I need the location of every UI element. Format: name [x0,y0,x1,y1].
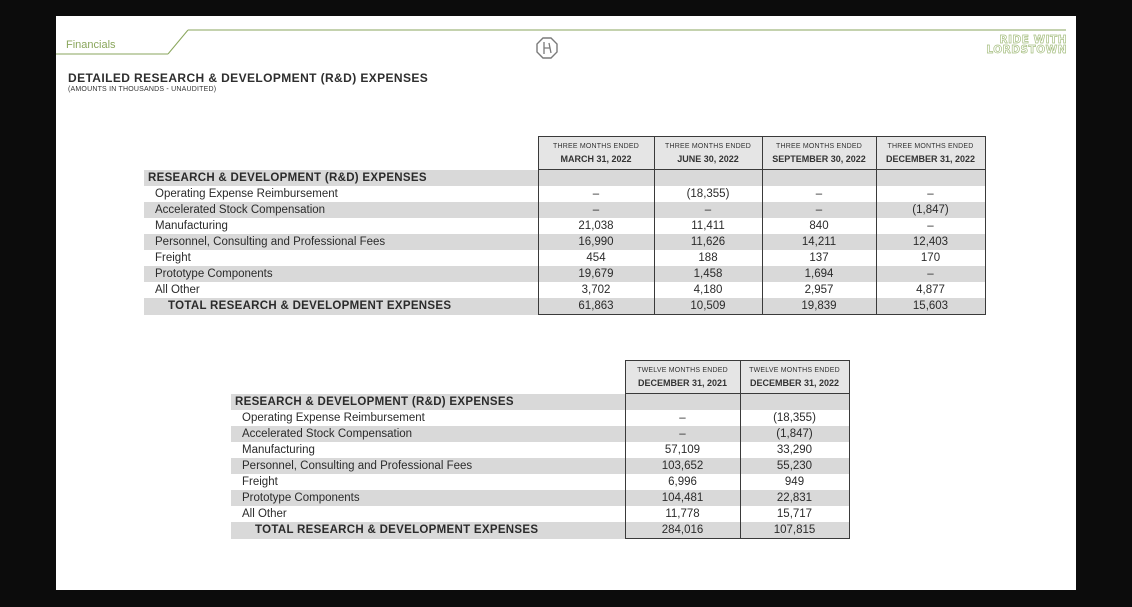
cell-value: 6,996 [625,474,740,490]
header-blank-cell [144,137,538,170]
page-subtitle: (AMOUNTS IN THOUSANDS - UNAUDITED) [68,86,217,93]
section-label: RESEARCH & DEVELOPMENT (R&D) EXPENSES [144,170,538,187]
row-label: Manufacturing [242,444,315,456]
cell-value: 170 [876,250,985,266]
total-row [144,298,985,315]
table-row [231,426,849,442]
cell-value: 104,481 [625,490,740,506]
row-label: All Other [155,284,200,296]
cell-value: 19,679 [538,266,654,282]
cell-value: 4,180 [654,282,762,298]
cell-value: 840 [762,218,876,234]
row-label: All Other [242,508,287,520]
cell-value: 103,652 [625,458,740,474]
cell-value: (18,355) [740,410,849,426]
cell-value: – [762,186,876,202]
column-header: THREE MONTHS ENDED DECEMBER 31, 2022 [876,137,985,170]
row-label: Accelerated Stock Compensation [231,426,625,442]
cell-value: 1,694 [762,266,876,282]
cell-value: 1,458 [654,266,762,282]
cell-value: – [876,186,985,202]
brand-logo [971,35,1067,55]
lordstown-logo-icon [535,36,559,60]
cell-value: (1,847) [740,426,849,442]
table-row [231,442,849,458]
column-header: TWELVE MONTHS ENDED DECEMBER 31, 2021 [625,361,740,394]
cell-value: 11,626 [654,234,762,250]
table-row [231,410,849,426]
section-label: Financials [66,39,116,51]
brand-line-1: RIDE WITH [999,34,1067,46]
row-label: Accelerated Stock Compensation [144,202,538,218]
cell-value: (18,355) [654,186,762,202]
table-row [144,186,985,202]
cell-value: 4,877 [876,282,985,298]
cell-value: – [876,266,985,282]
table-header-row [144,137,985,170]
cell-value: 12,403 [876,234,985,250]
total-value: 107,815 [740,522,849,539]
table-row [231,474,849,490]
cell-value: – [625,410,740,426]
row-label: Operating Expense Reimbursement [242,412,425,424]
cell-value: 33,290 [740,442,849,458]
row-label: Prototype Components [144,266,538,282]
cell-value: 188 [654,250,762,266]
column-header: THREE MONTHS ENDED SEPTEMBER 30, 2022 [762,137,876,170]
row-label: Freight [242,476,278,488]
cell-value: 3,702 [538,282,654,298]
table-row [144,266,985,282]
cell-value: 55,230 [740,458,849,474]
cell-value: 949 [740,474,849,490]
table-header-row [231,361,849,394]
total-value: 10,509 [654,298,762,315]
row-label: Personnel, Consulting and Professional Fees [231,458,625,474]
cell-value: (1,847) [876,202,985,218]
cell-value: 454 [538,250,654,266]
cell-value: 14,211 [762,234,876,250]
total-label: TOTAL RESEARCH & DEVELOPMENT EXPENSES [144,298,538,315]
cell-value: 11,411 [654,218,762,234]
table-row [144,202,985,218]
row-label: Prototype Components [231,490,625,506]
cell-value: 137 [762,250,876,266]
cell-value: 21,038 [538,218,654,234]
quarterly-rd-table [144,136,986,315]
annual-rd-table [231,360,850,539]
total-label: TOTAL RESEARCH & DEVELOPMENT EXPENSES [231,522,625,539]
cell-value: – [876,218,985,234]
column-header: THREE MONTHS ENDED JUNE 30, 2022 [654,137,762,170]
cell-value: 11,778 [625,506,740,522]
table-row [231,490,849,506]
cell-value: – [762,202,876,218]
row-label: Operating Expense Reimbursement [155,188,338,200]
header-blank-cell [231,361,625,394]
brand-line-2: LORDSTOWN [986,44,1067,56]
cell-value: – [654,202,762,218]
total-value: 19,839 [762,298,876,315]
row-label: Freight [155,252,191,264]
total-row [231,522,849,539]
total-value: 15,603 [876,298,985,315]
table-row [144,218,985,234]
total-value: 284,016 [625,522,740,539]
slide [56,16,1076,590]
cell-value: 22,831 [740,490,849,506]
row-label: Manufacturing [155,220,228,232]
header-divider-line [56,16,1076,61]
column-header: THREE MONTHS ENDED MARCH 31, 2022 [538,137,654,170]
column-header: TWELVE MONTHS ENDED DECEMBER 31, 2022 [740,361,849,394]
section-header-row [144,170,985,187]
table-row [144,250,985,266]
cell-value: – [538,202,654,218]
section-label: RESEARCH & DEVELOPMENT (R&D) EXPENSES [231,394,625,411]
cell-value: – [538,186,654,202]
cell-value: 15,717 [740,506,849,522]
cell-value: 16,990 [538,234,654,250]
cell-value: 2,957 [762,282,876,298]
table-row [144,234,985,250]
row-label: Personnel, Consulting and Professional Fees [144,234,538,250]
table-row [231,458,849,474]
total-value: 61,863 [538,298,654,315]
cell-value: 57,109 [625,442,740,458]
page-title: DETAILED RESEARCH & DEVELOPMENT (R&D) EXPENSES [68,71,429,85]
cell-value: – [625,426,740,442]
table-row [231,506,849,522]
table-row [144,282,985,298]
section-header-row [231,394,849,411]
